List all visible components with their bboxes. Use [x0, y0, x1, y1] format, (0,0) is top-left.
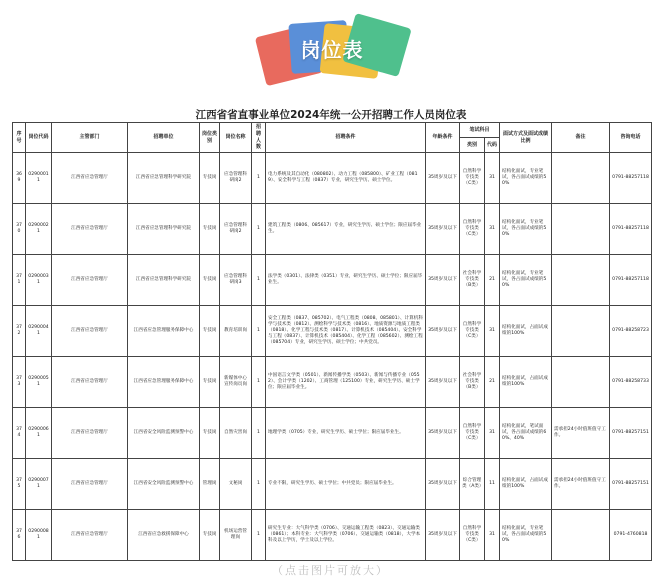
cell-dept: 江西省应急管理厅 [52, 204, 128, 255]
cell-phone: 0791-4760818 [610, 510, 652, 561]
cell-exam-code: 31 [485, 153, 500, 204]
cell-count: 1 [252, 204, 266, 255]
zoom-hint: （点击图片可放大） [272, 564, 389, 577]
cell-no: 371 [13, 255, 26, 306]
cell-conditions: 建筑工程类（0806、085617）专业，研究生学历、硕士学位；限应届毕业生。 [266, 204, 426, 255]
cell-remark [552, 357, 610, 408]
cell-unit: 江西省应急救援保障中心 [128, 510, 200, 561]
header-post-type: 岗位类别 [200, 123, 220, 153]
cell-exam-code: 11 [485, 459, 500, 510]
header-unit: 招聘单位 [128, 123, 200, 153]
cell-no: 372 [13, 306, 26, 357]
cell-age: 35周岁及以下 [426, 204, 460, 255]
cell-conditions: 电力系统及其自动化（080802）、动力工程（085800）、矿业工程（0819）、安全科学与工程（0837）专业，研究生学历、硕士学位。 [266, 153, 426, 204]
cell-post-name: 应急管理科研岗2 [220, 153, 252, 204]
cell-exam-code: 21 [485, 357, 500, 408]
header-count: 招聘人数 [252, 123, 266, 153]
cell-conditions: 地理学类（0705）专业，研究生学历、硕士学位；限应届毕业生。 [266, 408, 426, 459]
position-table-image[interactable] [12, 108, 650, 561]
cell-code: 02900011 [26, 153, 52, 204]
cell-post-type: 专技岗 [200, 204, 220, 255]
table-row [13, 510, 652, 561]
cell-no: 374 [13, 408, 26, 459]
cell-post-name: 教育培训岗 [220, 306, 252, 357]
cell-post-name: 文秘岗 [220, 459, 252, 510]
cell-dept: 江西省应急管理厅 [52, 357, 128, 408]
cell-conditions: 专业不限，研究生学历、硕士学位；中共党员；限应届毕业生。 [266, 459, 426, 510]
cell-exam-code: 21 [485, 255, 500, 306]
cell-phone: 0791-88258733 [610, 357, 652, 408]
cell-no: 369 [13, 153, 26, 204]
cell-post-name: 应急管理科研岗2 [220, 204, 252, 255]
table-row [13, 357, 652, 408]
cell-dept: 江西省应急管理厅 [52, 408, 128, 459]
cell-interview: 结构化面试，占面试成绩的100% [500, 459, 552, 510]
cell-count: 1 [252, 255, 266, 306]
cell-exam-cat: 自然科学专技类（C类） [460, 510, 485, 561]
cell-count: 1 [252, 459, 266, 510]
cell-age: 35周岁及以下 [426, 306, 460, 357]
cell-dept: 江西省应急管理厅 [52, 459, 128, 510]
banner [0, 0, 661, 92]
cell-age: 35周岁及以下 [426, 153, 460, 204]
cell-interview: 结构化面试，专业笔试，各占面试成绩的50% [500, 204, 552, 255]
position-table [12, 122, 652, 561]
cell-code: 02900031 [26, 255, 52, 306]
cell-code: 02900071 [26, 459, 52, 510]
cell-phone: 0791-88258723 [610, 306, 652, 357]
table-row [13, 459, 652, 510]
table-row [13, 408, 652, 459]
cell-exam-code: 31 [485, 408, 500, 459]
cell-post-type: 专技岗 [200, 306, 220, 357]
cell-phone: 0791-88257118 [610, 153, 652, 204]
cell-count: 1 [252, 510, 266, 561]
cell-age: 35周岁及以下 [426, 255, 460, 306]
cell-dept: 江西省应急管理厅 [52, 153, 128, 204]
cell-unit: 江西省应急管理科学研究院 [128, 204, 200, 255]
cell-post-name: 自然灾害岗 [220, 408, 252, 459]
cell-phone: 0791-88257118 [610, 204, 652, 255]
cell-exam-cat: 自然科学专技类（C类） [460, 306, 485, 357]
cell-post-name: 机场运营管理岗 [220, 510, 252, 561]
table-row [13, 204, 652, 255]
cell-interview: 结构化面试，专业笔试，各占面试成绩的50% [500, 255, 552, 306]
cell-unit: 江西省应急管理服务保障中心 [128, 357, 200, 408]
cell-interview: 结构化面试，占面试成绩的100% [500, 306, 552, 357]
cell-exam-cat: 自然科学专技类（C类） [460, 408, 485, 459]
cell-exam-cat: 自然科学专技类（C类） [460, 204, 485, 255]
cell-dept: 江西省应急管理厅 [52, 510, 128, 561]
cell-remark [552, 255, 610, 306]
header-remark: 备注 [552, 123, 610, 153]
cell-code: 02900081 [26, 510, 52, 561]
header-exam-cat: 类别 [460, 138, 485, 153]
table-row [13, 255, 652, 306]
cell-no: 370 [13, 204, 26, 255]
cell-no: 375 [13, 459, 26, 510]
cell-remark [552, 510, 610, 561]
cell-dept: 江西省应急管理厅 [52, 255, 128, 306]
header-no: 序号 [13, 123, 26, 153]
header-interview: 面试方式及面试成绩比例 [500, 123, 552, 153]
cell-post-type: 专技岗 [200, 153, 220, 204]
cell-no: 376 [13, 510, 26, 561]
cell-conditions: 研究生专业：大气科学类（0706）、交通运输工程类（0823）、交通运输类（0861）；本科专业：大气科学类（0706）、交通运输类（0818），大学本科及以上学历，学士及以上学位。 [266, 510, 426, 561]
cell-remark [552, 153, 610, 204]
cell-post-name: 应急管理科研岗3 [220, 255, 252, 306]
cell-post-type: 专技岗 [200, 255, 220, 306]
cell-unit: 江西省安全风险监测预警中心 [128, 408, 200, 459]
cell-interview: 结构化面试，专业笔试，各占面试成绩的50% [500, 153, 552, 204]
table-row [13, 153, 652, 204]
cell-conditions: 中国语言文学类（0501）、新闻传播学类（0503）、新闻与传播专业（0552）、会计学类（1202）、工商管理（125100）专业，研究生学历、硕士学位；限应届毕业生。 [266, 357, 426, 408]
cell-phone: 0791-88257118 [610, 255, 652, 306]
cell-dept: 江西省应急管理厅 [52, 306, 128, 357]
cell-post-type: 专技岗 [200, 357, 220, 408]
cell-age: 35周岁及以下 [426, 408, 460, 459]
cell-conditions: 安全工程类（0837、085702）、电气工程类（0808、085801）、计算机科学与技术类（0812）、测绘科学与技术类（0816）、地质资源与地质工程类（0818）、化学工程与技术类（0817）、计算机技术（085404）、安全科学与工程（0837）、计算机技术（085404）、化学工程（085602）、测绘工程（085704）专业，研究生学历、硕士学位；中共党员。 [266, 306, 426, 357]
cell-remark [552, 204, 610, 255]
cell-age: 35周岁及以下 [426, 459, 460, 510]
document-title: 江西省省直事业单位2024年统一公开招聘工作人员岗位表 [195, 109, 467, 121]
cell-code: 02900051 [26, 357, 52, 408]
cell-interview: 结构化面试，占面试成绩的100% [500, 357, 552, 408]
cell-post-type: 管理岗 [200, 459, 220, 510]
cell-interview: 结构化面试，专业笔试，各占面试成绩的50% [500, 510, 552, 561]
banner-title: 岗位表 [300, 38, 364, 62]
cell-code: 02900021 [26, 204, 52, 255]
cell-remark: 需承担24小时值班值守工作。 [552, 408, 610, 459]
header-code: 岗位代码 [26, 123, 52, 153]
cell-exam-cat: 自然科学专技类（C类） [460, 153, 485, 204]
cell-unit: 江西省应急管理服务保障中心 [128, 306, 200, 357]
cell-count: 1 [252, 153, 266, 204]
cell-exam-code: 31 [485, 306, 500, 357]
header-exam-code: 代码 [485, 138, 500, 153]
cell-post-type: 专技岗 [200, 510, 220, 561]
cell-exam-cat: 综合管理类（A类） [460, 459, 485, 510]
cell-unit: 江西省应急管理科学研究院 [128, 153, 200, 204]
cell-count: 1 [252, 306, 266, 357]
cell-remark: 需承担24小时值班值守工作。 [552, 459, 610, 510]
cell-phone: 0791-88257151 [610, 408, 652, 459]
header-phone: 咨询电话 [610, 123, 652, 153]
cell-remark [552, 306, 610, 357]
cell-unit: 江西省安全风险监测预警中心 [128, 459, 200, 510]
cell-exam-code: 31 [485, 204, 500, 255]
cell-code: 02900061 [26, 408, 52, 459]
cell-conditions: 法学类（0301）、法律类（0351）专业，研究生学历、硕士学位；限应届毕业生。 [266, 255, 426, 306]
cell-interview: 结构化面试，笔试面试，各占面试成绩的60%、40% [500, 408, 552, 459]
cell-count: 1 [252, 408, 266, 459]
header-age: 年龄条件 [426, 123, 460, 153]
cell-post-name: 新媒体中心宣传岗员岗 [220, 357, 252, 408]
cell-exam-cat: 社会科学专技类（B类） [460, 357, 485, 408]
cell-phone: 0791-88257151 [610, 459, 652, 510]
cell-age: 35周岁及以下 [426, 510, 460, 561]
header-conditions: 招聘条件 [266, 123, 426, 153]
cell-post-type: 专技岗 [200, 408, 220, 459]
cell-count: 1 [252, 357, 266, 408]
cell-no: 373 [13, 357, 26, 408]
cell-unit: 江西省应急管理科学研究院 [128, 255, 200, 306]
header-post-name: 岗位名称 [220, 123, 252, 153]
table-row [13, 306, 652, 357]
cell-code: 02900041 [26, 306, 52, 357]
cell-exam-cat: 社会科学专技类（B类） [460, 255, 485, 306]
header-exam-group: 笔试科目 [460, 123, 500, 138]
cell-exam-code: 31 [485, 510, 500, 561]
cell-age: 35周岁及以下 [426, 357, 460, 408]
header-dept: 主管部门 [52, 123, 128, 153]
